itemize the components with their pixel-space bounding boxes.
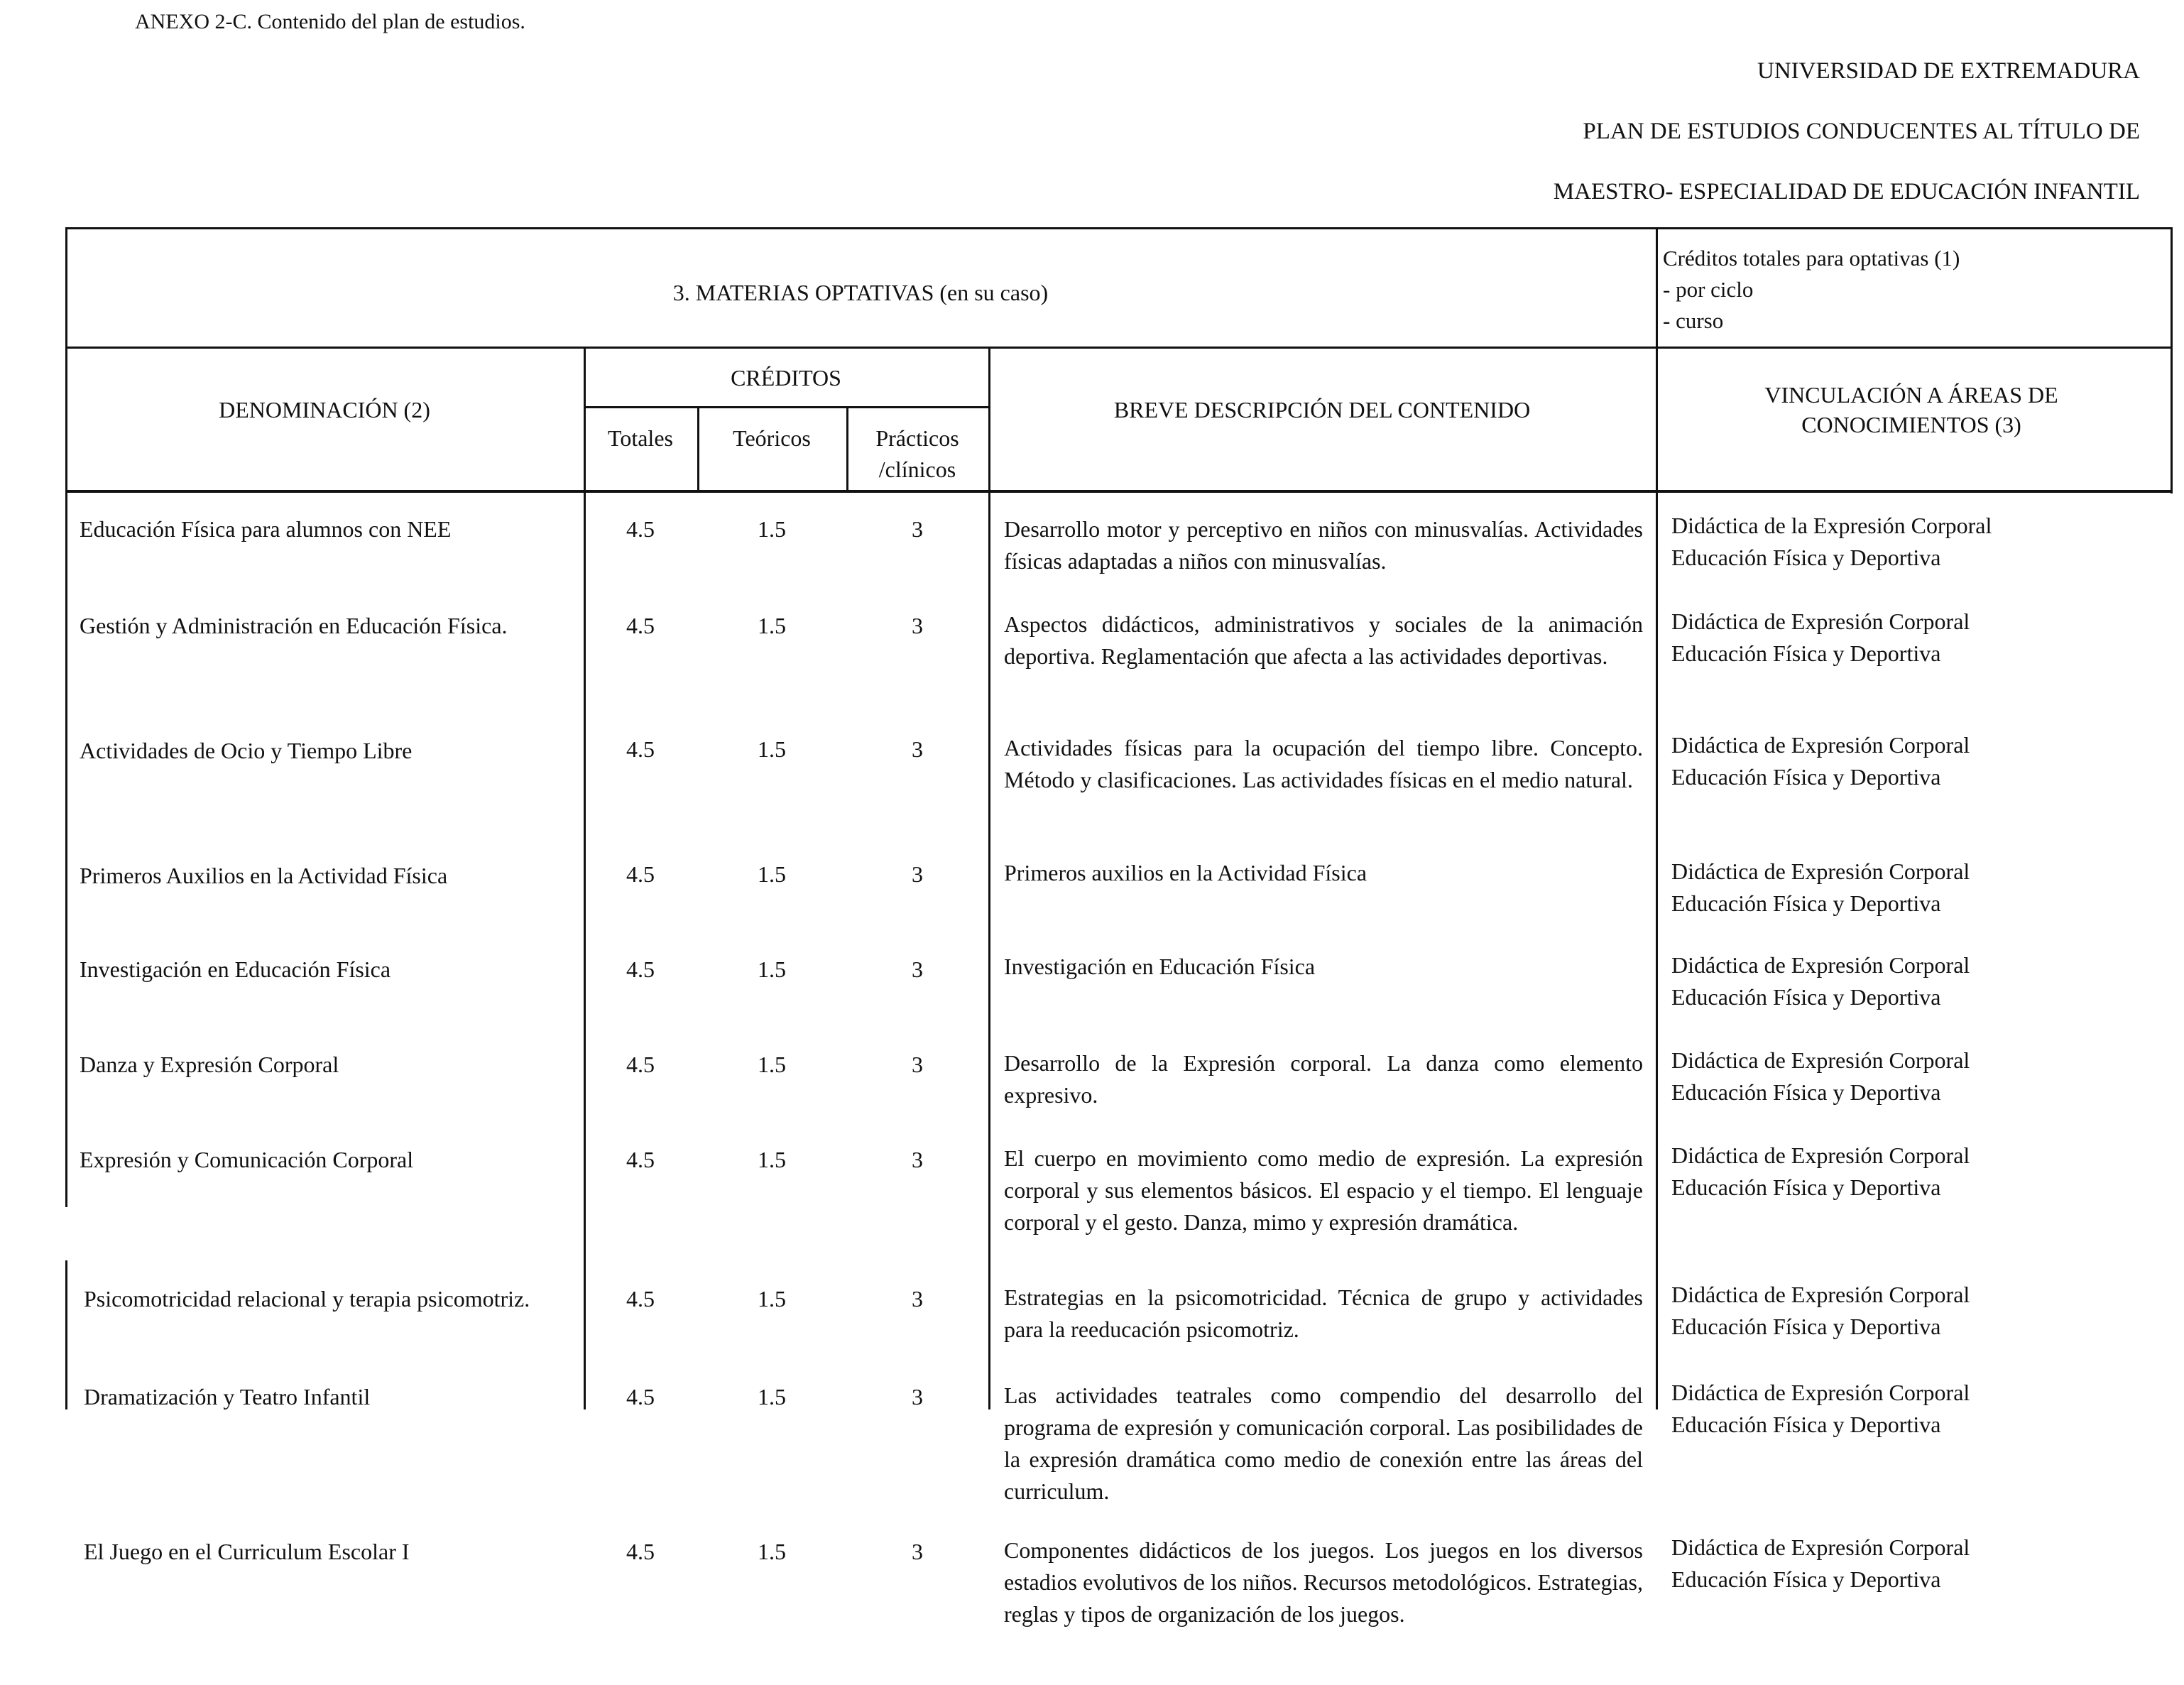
- credits-practice: 3: [912, 736, 923, 762]
- credits-practice: 3: [912, 613, 923, 638]
- knowledge-area: Didáctica de Expresión Corporal: [1671, 732, 1970, 758]
- credits-total: 4.5: [626, 736, 655, 762]
- credits-practice: 3: [912, 1384, 923, 1409]
- credits-theory: 1.5: [758, 736, 786, 762]
- header-vinculacion-line2: CONOCIMIENTOS (3): [1801, 412, 2021, 437]
- subject-name: Primeros Auxilios en la Actividad Física: [80, 863, 448, 888]
- knowledge-areas: [1671, 1532, 2161, 1596]
- subject-name: Gestión y Administración en Educación Física.: [80, 613, 508, 638]
- annex-title: ANEXO 2-C. Contenido del plan de estudios.: [135, 10, 525, 33]
- credit-totals-line1: Créditos totales para optativas (1): [1663, 246, 1960, 271]
- table-row: [65, 1371, 2173, 1526]
- knowledge-areas: [1671, 729, 2161, 793]
- plan-line: PLAN DE ESTUDIOS CONDUCENTES AL TÍTULO DE: [1583, 119, 2140, 144]
- knowledge-area: Didáctica de Expresión Corporal: [1671, 1282, 1970, 1307]
- credits-practice: 3: [912, 516, 923, 542]
- credit-totals-line3: - curso: [1663, 308, 1724, 333]
- knowledge-area: Educación Física y Deportiva: [1671, 1412, 1941, 1437]
- table-row: [65, 1273, 2173, 1371]
- credits-theory: 1.5: [758, 516, 786, 542]
- subject-name: Danza y Expresión Corporal: [80, 1052, 339, 1077]
- subject-name: El Juego en el Curriculum Escolar I: [84, 1539, 410, 1564]
- header-vinculacion-line1: VINCULACIÓN A ÁREAS DE: [1764, 382, 2058, 408]
- header-creditos: CRÉDITOS: [731, 365, 841, 391]
- knowledge-area: Educación Física y Deportiva: [1671, 984, 1941, 1010]
- knowledge-area: Didáctica de Expresión Corporal: [1671, 609, 1970, 634]
- credits-subheader-divider: [584, 406, 988, 408]
- right-border: [2171, 227, 2173, 493]
- content-description: Componentes didácticos de los juegos. Los juegos en los diversos estadios evolutivos de los niños. Recursos metodológicos. Estrategias, reglas y tipos de organización de los juegos.: [1004, 1537, 1643, 1627]
- credits-theory: 1.5: [758, 1286, 786, 1312]
- header-practicos: [846, 422, 988, 485]
- header-vinculacion: [1656, 380, 2167, 440]
- table-row: [65, 1526, 2173, 1661]
- subject-name: Educación Física para alumnos con NEE: [80, 516, 452, 542]
- content-description: El cuerpo en movimiento como medio de expresión. La expresión corporal y sus elementos básicos. El espacio y el tiempo. El lenguaje corporal y el gesto. Danza, mimo y expresión dramática.: [1004, 1145, 1643, 1235]
- header-practicos-line2: /clínicos: [878, 457, 956, 482]
- knowledge-area: Educación Física y Deportiva: [1671, 1314, 1941, 1339]
- header-teoricos: Teóricos: [733, 425, 811, 451]
- content-description: Estrategias en la psicomotricidad. Técnica de grupo y actividades para la reeducación psicomotriz.: [1004, 1285, 1643, 1342]
- credits-practice: 3: [912, 1147, 923, 1172]
- credits-total: 4.5: [626, 613, 655, 638]
- knowledge-area: Educación Física y Deportiva: [1671, 545, 1941, 570]
- table-top-border: [65, 227, 2173, 229]
- content-description: Las actividades teatrales como compendio del desarrollo del programa de expresión y comunicación corporal. Las posibilidades de la expresión dramática como medio de conexión entre las áreas del curriculum.: [1004, 1383, 1643, 1504]
- credits-total: 4.5: [626, 861, 655, 887]
- credits-theory: 1.5: [758, 956, 786, 982]
- credits-practice: 3: [912, 1539, 923, 1564]
- content-description: Primeros auxilios en la Actividad Física: [1004, 860, 1367, 885]
- table-body: [65, 508, 2173, 1661]
- university-name: UNIVERSIDAD DE EXTREMADURA: [1757, 58, 2140, 84]
- credits-theory: 1.5: [758, 613, 786, 638]
- table-row: [65, 1042, 2173, 1137]
- content-description: Desarrollo motor y perceptivo en niños con minusvalías. Actividades físicas adaptadas a niños con minusvalías.: [1004, 516, 1643, 574]
- content-description: Investigación en Educación Física: [1004, 954, 1316, 979]
- knowledge-area: Educación Física y Deportiva: [1671, 640, 1941, 666]
- title-divider: [65, 347, 2173, 349]
- credits-practice: 3: [912, 956, 923, 982]
- subject-name: Dramatización y Teatro Infantil: [84, 1384, 371, 1409]
- subject-name: Investigación en Educación Física: [80, 956, 391, 982]
- knowledge-areas: [1671, 606, 2161, 670]
- subject-name: Actividades de Ocio y Tiempo Libre: [80, 738, 413, 763]
- header-denominacion: DENOMINACIÓN (2): [219, 397, 430, 422]
- credits-total: 4.5: [626, 516, 655, 542]
- credits-theory: 1.5: [758, 1539, 786, 1564]
- table-row: [65, 601, 2173, 726]
- knowledge-area: Didáctica de Expresión Corporal: [1671, 1047, 1970, 1073]
- knowledge-area: Didáctica de Expresión Corporal: [1671, 952, 1970, 978]
- header-practicos-line1: Prácticos: [875, 425, 959, 451]
- credit-totals-line2: - por ciclo: [1663, 277, 1754, 302]
- table-row: [65, 851, 2173, 947]
- subject-name: Expresión y Comunicación Corporal: [80, 1147, 414, 1172]
- knowledge-areas: [1671, 856, 2161, 920]
- header-breve-descripcion: BREVE DESCRIPCIÓN DEL CONTENIDO: [1113, 397, 1531, 422]
- credits-total: 4.5: [626, 1286, 655, 1312]
- table-row: [65, 1137, 2173, 1273]
- section-title: 3. MATERIAS OPTATIVAS (en su caso): [672, 280, 1049, 305]
- knowledge-areas: [1671, 1140, 2161, 1204]
- knowledge-area: Educación Física y Deportiva: [1671, 1566, 1941, 1592]
- credits-total: 4.5: [626, 1384, 655, 1409]
- table-row: [65, 947, 2173, 1042]
- credits-theory: 1.5: [758, 1147, 786, 1172]
- credits-practice: 3: [912, 1052, 923, 1077]
- table-row: [65, 726, 2173, 851]
- knowledge-areas: [1671, 949, 2161, 1013]
- knowledge-areas: [1671, 1377, 2161, 1441]
- knowledge-area: Educación Física y Deportiva: [1671, 890, 1941, 916]
- optional-subjects-table: [65, 227, 2173, 1627]
- credits-total: 4.5: [626, 1539, 655, 1564]
- subject-name: Psicomotricidad relacional y terapia psicomotriz.: [84, 1286, 530, 1312]
- table-row: [65, 508, 2173, 601]
- knowledge-areas: [1671, 1279, 2161, 1343]
- credits-total: 4.5: [626, 956, 655, 982]
- knowledge-areas: [1671, 510, 2161, 574]
- content-description: Desarrollo de la Expresión corporal. La danza como elemento expresivo.: [1004, 1050, 1643, 1108]
- document-header: [1554, 41, 2140, 222]
- knowledge-area: Educación Física y Deportiva: [1671, 1079, 1941, 1105]
- credits-practice: 3: [912, 1286, 923, 1312]
- credits-practice: 3: [912, 861, 923, 887]
- credits-total: 4.5: [626, 1147, 655, 1172]
- knowledge-area: Didáctica de Expresión Corporal: [1671, 1534, 1970, 1560]
- credit-totals-note: [1663, 243, 2160, 337]
- credits-total: 4.5: [626, 1052, 655, 1077]
- knowledge-area: Didáctica de la Expresión Corporal: [1671, 513, 1992, 538]
- specialty-line: MAESTRO- ESPECIALIDAD DE EDUCACIÓN INFANTIL: [1553, 179, 2140, 205]
- header-bottom-border: [65, 490, 2173, 493]
- credits-theory: 1.5: [758, 1052, 786, 1077]
- knowledge-area: Educación Física y Deportiva: [1671, 1174, 1941, 1200]
- content-description: Aspectos didácticos, administrativos y sociales de la animación deportiva. Reglamentación que afecta a las actividades deportivas.: [1004, 611, 1643, 669]
- knowledge-area: Educación Física y Deportiva: [1671, 764, 1941, 790]
- credits-theory: 1.5: [758, 1384, 786, 1409]
- header-totales: Totales: [608, 425, 673, 451]
- knowledge-area: Didáctica de Expresión Corporal: [1671, 1143, 1970, 1168]
- knowledge-area: Didáctica de Expresión Corporal: [1671, 858, 1970, 884]
- content-description: Actividades físicas para la ocupación del tiempo libre. Concepto. Método y clasificaciones. Las actividades físicas en el medio natural.: [1004, 735, 1643, 792]
- knowledge-areas: [1671, 1045, 2161, 1108]
- credits-theory: 1.5: [758, 861, 786, 887]
- knowledge-area: Didáctica de Expresión Corporal: [1671, 1380, 1970, 1405]
